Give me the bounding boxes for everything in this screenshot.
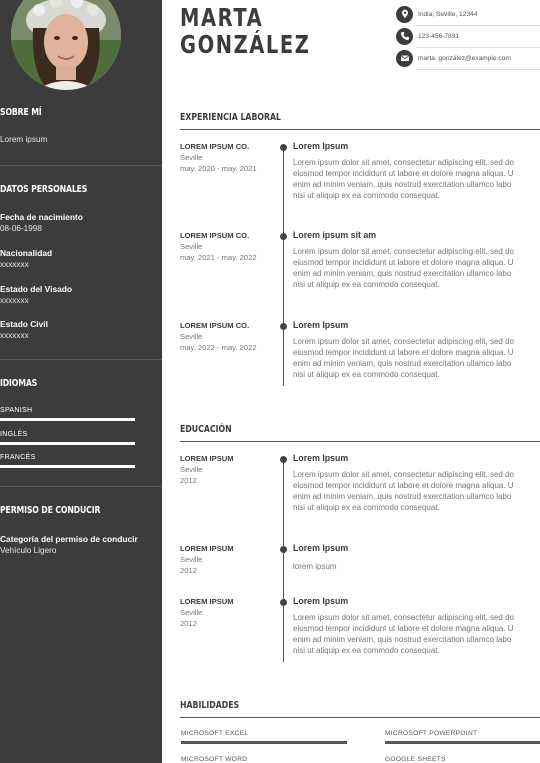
description-line: eiusmod tempor incididunt ut labore et dolore magna aliqua. U	[293, 624, 514, 634]
entry-date: 2012	[180, 476, 197, 485]
entry-org: LOREM IPSUM CO.	[180, 231, 250, 240]
entry-description	[293, 469, 540, 513]
timeline-dot	[280, 323, 287, 330]
language-name: INGLÉS	[0, 431, 28, 438]
entry-org: LOREM IPSUM	[180, 544, 234, 553]
entry-city: Seville	[180, 555, 203, 564]
timeline-dot	[280, 233, 287, 240]
entry-title: Lorem Ipsum	[293, 320, 349, 330]
visa-label: Estado del Visado	[0, 284, 72, 294]
skill-name: MICROSOFT WORD	[181, 756, 248, 763]
entry-city: Seville	[180, 242, 203, 251]
description-line: enim ad minim veniam, quis nostrud exercitation ullamco labo	[293, 635, 512, 645]
entry-city: Seville	[180, 153, 203, 162]
timeline-dot	[280, 456, 287, 463]
description-line: enim ad minim veniam, quis nostrud exercitation ullamco labo	[293, 359, 512, 369]
sidebar-divider	[0, 165, 162, 166]
description-line: Lorem ipsum dolor sit amet, consectetur adipiscing elit, sed do	[293, 470, 514, 479]
contact-email	[396, 48, 511, 68]
experience-rule	[180, 129, 540, 130]
entry-title: Lorem Ipsum	[293, 543, 349, 553]
language-item	[0, 431, 162, 438]
entry-org: LOREM IPSUM CO.	[180, 142, 250, 151]
profile-photo	[11, 0, 121, 90]
language-name: SPANISH	[0, 407, 33, 414]
entry-org: LOREM IPSUM	[180, 454, 234, 463]
personal-item-nationality	[0, 248, 162, 270]
license-label: Categoría del permiso de conducir	[0, 534, 138, 544]
description-line: nisi ut aliquip ex ea commodo consequat.	[293, 370, 440, 380]
language-name: FRANCÉS	[0, 454, 36, 461]
personal-title: DATOS PERSONALES	[0, 184, 88, 195]
entry-description	[293, 157, 540, 201]
entry-title: Lorem ipsum sit am	[293, 230, 377, 240]
description-line: nisi ut aliquip ex ea commodo consequat.	[293, 280, 440, 290]
entry-description	[293, 246, 540, 290]
last-name: GONZÁLEZ	[180, 30, 311, 59]
description-line: enim ad minim veniam, quis nostrud exercitation ullamco labo	[293, 492, 512, 502]
experience-title: EXPERIENCIA LABORAL	[180, 112, 282, 123]
language-level-bar	[0, 418, 135, 421]
timeline-dot	[280, 144, 287, 151]
personal-item-birthdate	[0, 212, 162, 234]
entry-org: LOREM IPSUM CO.	[180, 321, 250, 330]
description-line: Lorem ipsum dolor sit amet, consectetur adipiscing elit, sed do	[293, 613, 514, 622]
description-line: enim ad minim veniam, quis nostrud exercitation ullamco labo	[293, 269, 512, 279]
entry-description	[293, 612, 540, 656]
skill-name: MICROSOFT POWERPOINT	[385, 730, 478, 737]
address-text: India, Seville, 12344	[418, 10, 478, 18]
license-item	[0, 534, 162, 556]
language-item	[0, 454, 162, 461]
skills-title: HABILIDADES	[180, 700, 240, 711]
description-line: Lorem ipsum dolor sit amet, consectetur adipiscing elit, sed do	[293, 337, 514, 346]
entry-description	[293, 336, 540, 380]
language-level-bar	[0, 442, 135, 445]
civil-value: xxxxxxx	[0, 331, 29, 340]
languages-title: IDIOMAS	[0, 378, 38, 389]
education-title: EDUCACIÓN	[180, 424, 232, 435]
entry-date: may. 2022 - may. 2022	[180, 343, 257, 352]
email-text[interactable]: marta. gonzález@example.com	[418, 54, 511, 62]
description-line: Lorem ipsum dolor sit amet, consectetur adipiscing elit, sed do	[293, 247, 514, 256]
education-timeline	[283, 458, 284, 662]
timeline-dot	[280, 546, 287, 553]
phone-icon	[396, 28, 413, 45]
contact-phone	[396, 26, 459, 46]
license-value: Vehículo Ligero	[0, 546, 57, 555]
entry-title: Lorem Ipsum	[293, 596, 349, 606]
language-item	[0, 407, 162, 414]
skills-rule	[180, 717, 540, 718]
contact-divider	[416, 69, 540, 70]
entry-title: Lorem Ipsum	[293, 141, 349, 151]
sidebar	[0, 0, 162, 763]
civil-label: Estado Civil	[0, 319, 48, 329]
sidebar-divider	[0, 486, 162, 487]
entry-city: Seville	[180, 465, 203, 474]
education-rule	[180, 441, 540, 442]
entry-date: may. 2021 - may. 2022	[180, 253, 257, 262]
description-line: nisi ut aliquip ex ea commodo consequat.	[293, 646, 440, 656]
sidebar-divider	[0, 359, 162, 360]
description-line: eiusmod tempor incididunt ut labore et dolore magna aliqua. U	[293, 481, 514, 491]
personal-item-civil	[0, 319, 162, 341]
entry-date: 2012	[180, 566, 197, 575]
skill-name: GOOGLE SHEETS	[385, 756, 446, 763]
description-line: eiusmod tempor incididunt ut labore et dolore magna aliqua. U	[293, 169, 514, 179]
personal-section	[0, 184, 162, 195]
entry-description	[293, 561, 540, 572]
entry-title: Lorem Ipsum	[293, 453, 349, 463]
entry-city: Seville	[180, 608, 203, 617]
description-line: enim ad minim veniam, quis nostrud exercitation ullamco labo	[293, 180, 512, 190]
contact-address	[396, 4, 477, 24]
entry-city: Seville	[180, 332, 203, 341]
skill-level-bar	[385, 741, 540, 744]
timeline-dot	[280, 599, 287, 606]
skill-level-bar	[181, 741, 347, 744]
experience-timeline	[283, 146, 284, 386]
about-text: Lorem ipsum	[0, 135, 48, 144]
description-line: lorem ipsum	[293, 562, 337, 571]
birthdate-label: Fecha de nacimiento	[0, 212, 83, 222]
skill-name: MICROSOFT EXCEL	[181, 730, 249, 737]
nationality-value: xxxxxxx	[0, 260, 29, 269]
description-line: nisi ut aliquip ex ea commodo consequat.	[293, 503, 440, 513]
about-section	[0, 107, 162, 145]
personal-item-visa	[0, 284, 162, 306]
description-line: nisi ut aliquip ex ea commodo consequat.	[293, 191, 440, 201]
first-name: MARTA	[180, 3, 264, 32]
nationality-label: Nacionalidad	[0, 248, 53, 258]
entry-date: may. 2020 - may. 2021	[180, 164, 257, 173]
visa-value: xxxxxxx	[0, 296, 29, 305]
location-pin-icon	[396, 6, 413, 23]
entry-org: LOREM IPSUM	[180, 597, 234, 606]
phone-text[interactable]: 123-456-7891	[418, 32, 460, 40]
about-title: SOBRE MÍ	[0, 107, 42, 118]
envelope-icon	[396, 50, 413, 67]
description-line: eiusmod tempor incididunt ut labore et dolore magna aliqua. U	[293, 348, 514, 358]
description-line: eiusmod tempor incididunt ut labore et dolore magna aliqua. U	[293, 258, 514, 268]
languages-section	[0, 378, 162, 389]
description-line: Lorem ipsum dolor sit amet, consectetur adipiscing elit, sed do	[293, 158, 514, 167]
license-section	[0, 505, 162, 516]
license-title: PERMISO DE CONDUCIR	[0, 505, 101, 516]
entry-date: 2012	[180, 619, 197, 628]
language-level-bar	[0, 465, 135, 468]
birthdate-value: 08-06-1998	[0, 224, 42, 233]
